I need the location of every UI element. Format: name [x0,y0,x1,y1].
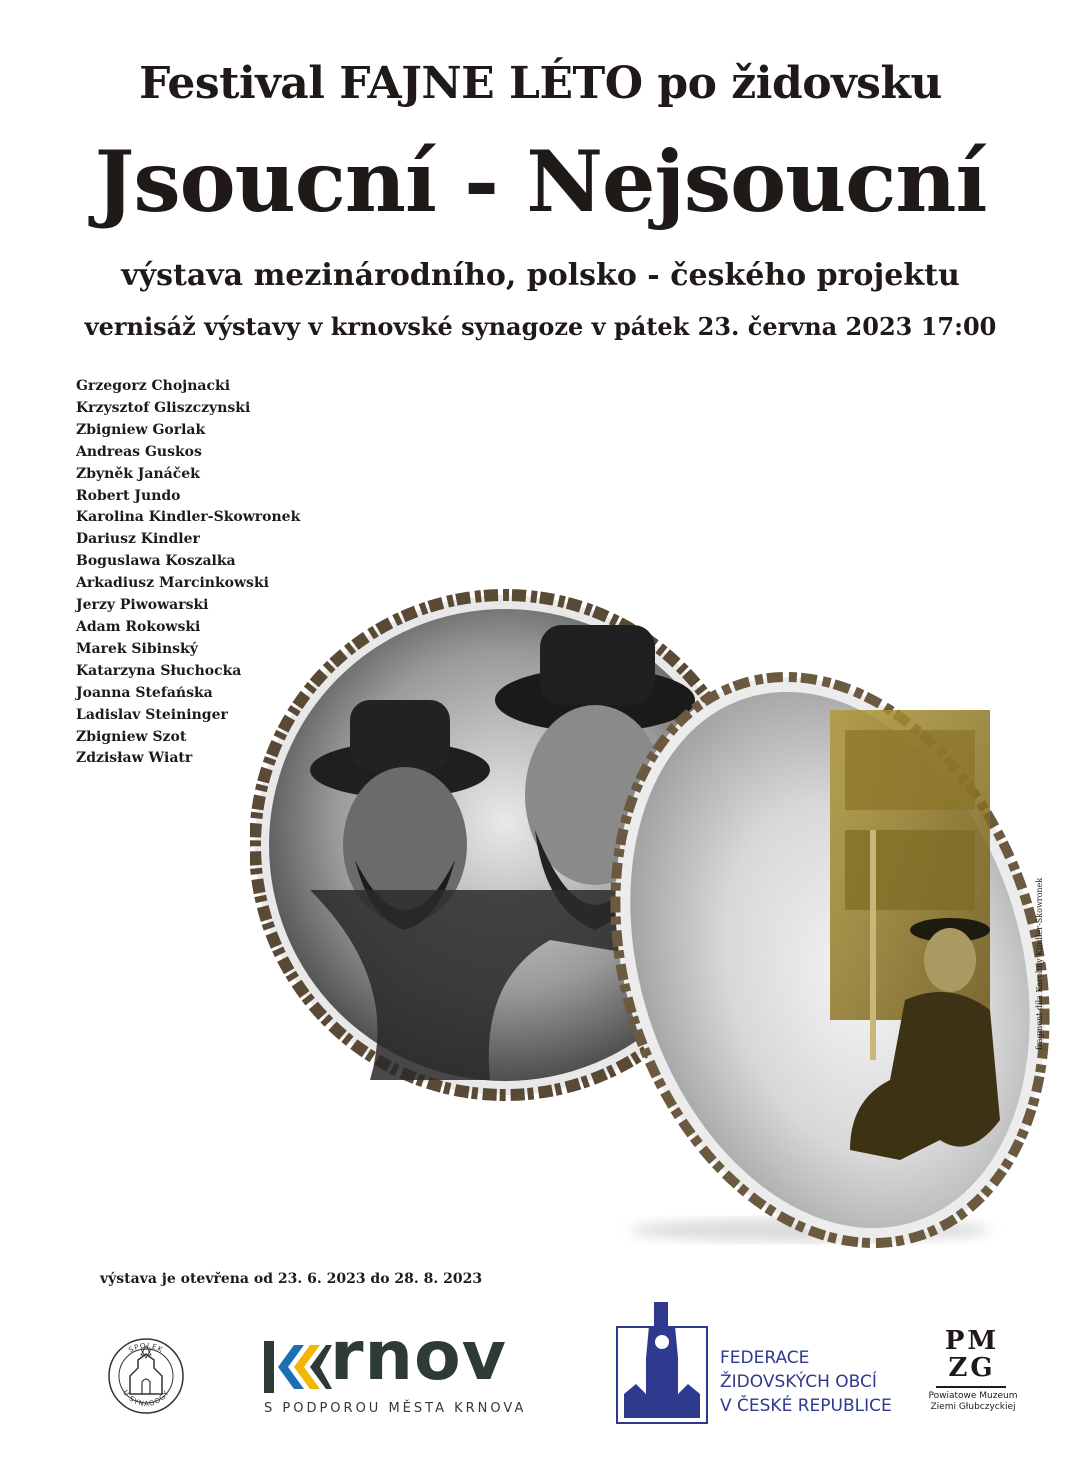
artist-name: Adam Rokowski [76,618,201,635]
exhibition-title: Jsoucní - Nejsoucní [94,132,987,231]
town-hall-tower-icon [616,1298,708,1428]
pmzg-logo [930,1328,1020,1428]
festival-heading: Festival FAJNE LÉTO po židovsku [139,58,942,109]
svg-text:U SYNAGOGY: U SYNAGOGY [121,1388,171,1409]
synagogue-seal-icon [106,1336,186,1416]
spolek-logo [106,1336,186,1416]
artist-name: Zbigniew Gorlak [76,421,206,438]
artist-name: Joanna Stefańska [76,684,213,701]
vernissage-info: vernisáž výstavy v krnovské synagoze v pátek 23. června 2023 17:00 [84,312,997,341]
pmzg-museum-name [928,1391,1018,1413]
federace-line: ŽIDOVSKÝCH OBCÍ [720,1372,877,1392]
artist-name: Dariusz Kindler [76,531,200,548]
svg-text:SPOLEK: SPOLEK [127,1341,165,1355]
krnov-logo [262,1317,552,1423]
exhibition-subtitle: výstava mezinárodního, polsko - českého projektu [121,258,960,293]
artist-name: Andreas Guskos [76,443,202,460]
artwork-petri-dishes [250,560,1050,1250]
artist-name: Grzegorz Chojnacki [76,378,231,394]
federace-name [720,1346,892,1418]
artist-name: Krzysztof Gliszczynski [76,399,251,416]
artist-name: Boguslawa Koszalka [76,553,236,570]
pmzg-mark-bottom: ZG [948,1353,996,1383]
krnov-wordmark: rnov [330,1317,507,1396]
artist-name: Ladislav Steininger [76,706,228,723]
artist-name: Katarzyna Słuchocka [76,662,242,679]
federace-logo [616,1298,906,1430]
artist-name: Zdzisław Wiatr [76,750,193,767]
krnov-subtitle: S PODPOROU MĚSTA KRNOVA [264,1401,527,1416]
artist-name: Karolina Kindler-Skowronek [76,509,301,526]
krnov-chevrons-icon [262,1339,332,1399]
pmzg-divider [936,1386,1006,1388]
artist-name: Zbyněk Janáček [76,465,200,482]
artist-name: Robert Jundo [76,487,181,504]
pmzg-name-line: Ziemi Głubczyckiej [930,1402,1016,1412]
pmzg-mark [942,1328,1002,1386]
federace-line: FEDERACE [720,1348,810,1368]
pmzg-name-line: Powiatowe Muzeum [928,1391,1018,1401]
artist-name: Marek Sibinský [76,640,198,657]
artist-name: Jerzy Piwowarski [76,597,209,614]
artwork-credit: fragment díla Karoliny Kindler-Skowronek [1035,877,1044,1050]
artist-name: Zbigniew Szot [76,728,187,745]
artist-name: Arkadiusz Marcinkowski [76,575,269,592]
federace-line: V ČESKÉ REPUBLICE [720,1396,892,1416]
opening-dates: výstava je otevřena od 23. 6. 2023 do 28. 8. 2023 [100,1271,483,1287]
pmzg-mark-top: PM [944,1326,1000,1356]
